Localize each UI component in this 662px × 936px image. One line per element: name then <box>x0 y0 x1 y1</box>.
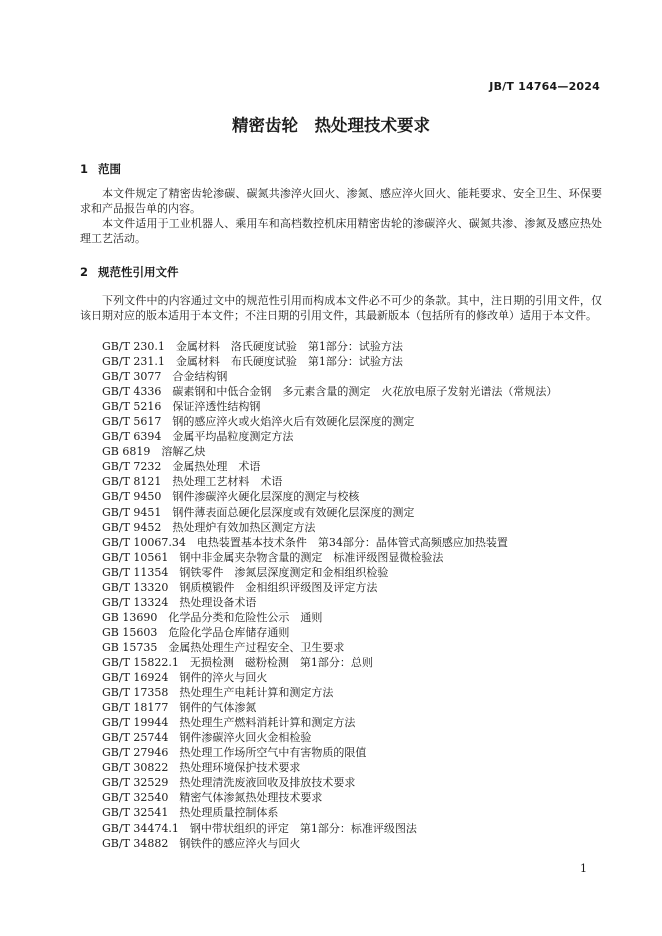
reference-item: GB/T 231.1 金属材料 布氏硬度试验 第1部分：试验方法 <box>102 355 403 369</box>
reference-item: GB/T 27946 热处理工作场所空气中有害物质的限值 <box>102 746 367 760</box>
reference-item: GB/T 230.1 金属材料 洛氏硬度试验 第1部分：试验方法 <box>102 340 403 353</box>
reference-item: GB/T 25744 钢件渗碳淬火回火金相检验 <box>102 731 312 745</box>
section-title: 规范性引用文件 <box>98 265 179 279</box>
reference-list <box>102 339 557 851</box>
scope-body <box>80 186 602 246</box>
paragraph: 本文件适用于工业机器人、乘用车和高档数控机床用精密齿轮的渗碳淬火、碳氮共渗、渗氮及感应热处理工艺活动。 <box>80 217 602 245</box>
section-number: 1 <box>80 162 89 176</box>
reference-item: GB/T 34474.1 钢中带状组织的评定 第1部分：标准评级图法 <box>102 821 417 835</box>
reference-item: GB/T 13324 热处理设备术语 <box>102 595 257 609</box>
reference-item: GB/T 13320 钢质模锻件 金相组织评级图及评定方法 <box>102 580 378 594</box>
reference-item: GB/T 30822 热处理环境保护技术要求 <box>102 761 301 775</box>
reference-item: GB/T 6394 金属平均晶粒度测定方法 <box>102 430 294 444</box>
reference-item: GB/T 3077 合金结构钢 <box>102 370 228 384</box>
reference-item: GB/T 8121 热处理工艺材料 术语 <box>102 475 283 489</box>
references-intro <box>80 293 602 323</box>
reference-item: GB/T 9451 钢件薄表面总硬化层深度或有效硬化层深度的测定 <box>102 505 415 519</box>
reference-item: GB/T 18177 钢件的气体渗氮 <box>102 701 257 715</box>
reference-item: GB/T 4336 碳素钢和中低合金钢 多元素含量的测定 火花放电原子发射光谱法（常规法） <box>102 385 558 399</box>
paragraph: 下列文件中的内容通过文中的规范性引用而构成本文件必不可少的条款。其中，注日期的引用文件，仅该日期对应的版本适用于本文件；不注日期的引用文件，其最新版本（包括所有的修改单）适用于本文件。 <box>80 294 602 322</box>
reference-item: GB/T 5617 钢的感应淬火或火焰淬火后有效硬化层深度的测定 <box>102 415 415 429</box>
reference-item: GB/T 32541 热处理质量控制体系 <box>102 806 279 820</box>
reference-item: GB/T 32529 热处理清洗废液回收及排放技术要求 <box>102 776 356 790</box>
reference-item: GB 13690 化学品分类和危险性公示 通则 <box>102 610 323 624</box>
section-heading-scope <box>80 161 121 177</box>
reference-item: GB/T 17358 热处理生产电耗计算和测定方法 <box>102 686 334 700</box>
reference-item: GB 6819 溶解乙炔 <box>102 445 206 459</box>
reference-item: GB/T 10561 钢中非金属夹杂物含量的测定 标准评级图显微检验法 <box>102 550 444 564</box>
section-number: 2 <box>80 265 89 279</box>
reference-item: GB/T 11354 钢铁零件 渗氮层深度测定和金相组织检验 <box>102 565 389 579</box>
section-title: 范围 <box>98 162 121 176</box>
reference-item: GB 15735 金属热处理生产过程安全、卫生要求 <box>102 640 345 654</box>
reference-item: GB/T 9450 钢件渗碳淬火硬化层深度的测定与校核 <box>102 490 360 504</box>
page-number: 1 <box>580 862 587 875</box>
reference-item: GB/T 5216 保证淬透性结构钢 <box>102 400 261 414</box>
reference-item: GB/T 15822.1 无损检测 磁粉检测 第1部分：总则 <box>102 655 373 669</box>
reference-item: GB/T 16924 钢件的淬火与回火 <box>102 671 268 685</box>
reference-item: GB/T 10067.34 电热装置基本技术条件 第34部分：晶体管式高频感应加热装置 <box>102 535 508 549</box>
reference-item: GB/T 7232 金属热处理 术语 <box>102 460 261 474</box>
reference-item: GB/T 32540 精密气体渗氮热处理技术要求 <box>102 791 323 805</box>
reference-item: GB/T 19944 热处理生产燃料消耗计算和测定方法 <box>102 716 356 730</box>
document-code: JB/T 14764—2024 <box>489 80 600 93</box>
paragraph: 本文件规定了精密齿轮渗碳、碳氮共渗淬火回火、渗氮、感应淬火回火、能耗要求、安全卫生、环保要求和产品报告单的内容。 <box>80 187 602 215</box>
document-title: 精密齿轮 热处理技术要求 <box>232 116 430 135</box>
reference-item: GB/T 34882 钢铁件的感应淬火与回火 <box>102 836 301 850</box>
reference-item: GB/T 9452 热处理炉有效加热区测定方法 <box>102 520 316 534</box>
section-heading-normative-references <box>80 264 179 280</box>
reference-item: GB 15603 危险化学品仓库储存通则 <box>102 625 290 639</box>
